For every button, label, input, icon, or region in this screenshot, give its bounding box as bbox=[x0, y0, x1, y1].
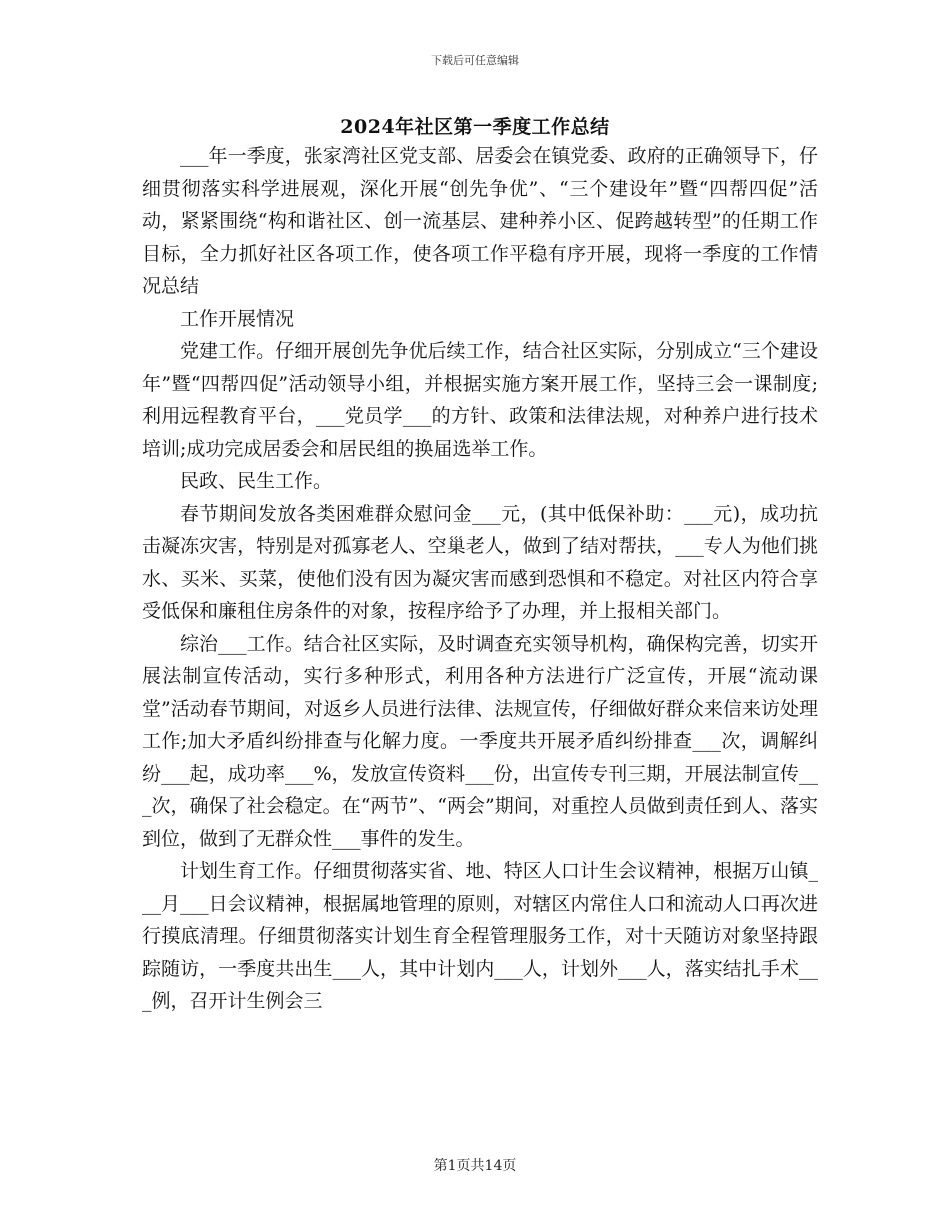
paragraph-public-security: 综治___工作。结合社区实际，及时调查充实领导机构，确保构完善，切实开展法制宣传活动，实行多种形式，利用各种方法进行广泛宣传，开展“流动课堂”活动春节期间，对返乡人员进行法律、法规宣传，仔细做好群众来信来访处理工作;加大矛盾纠纷排查与化解力度。一季度共开展矛盾纠纷排查___次，调解纠纷___起，成功率___%，发放宣传资料___份，出宣传专刊三期，开展法制宣传___次，确保了社会稳定。在“两节”、“两会”期间，对重控人员做到责任到人、落实到位，做到了无群众性___事件的发生。 bbox=[142, 632, 818, 850]
page-number: 第1页共14页 bbox=[433, 1158, 517, 1174]
paragraph-family-planning: 计划生育工作。仔细贯彻落实省、地、特区人口计生会议精神，根据万山镇___月___日会议精神，根据属地管理的原则，对辖区内常住人口和流动人口再次进行摸底清理。仔细贯彻落实计划生育全程管理服务工作，对十天随访对象坚持跟踪随访，一季度共出生___人，其中计划内___人，计划外___人，落实结扎手术___例，召开计生例会三 bbox=[142, 860, 818, 1012]
paragraph-intro: ___年一季度，张家湾社区党支部、居委会在镇党委、政府的正确领导下，仔细贯彻落实科学进展观，深化开展“创先争优”、“三个建设年”暨“四帮四促”活动，紧紧围绕“构和谐社区、创一流基层、建种养小区、促跨越转型”的任期工作目标，全力抓好社区各项工作，使各项工作平稳有序开展，现将一季度的工作情况总结 bbox=[142, 145, 818, 297]
paragraph-section-heading: 工作开展情况 bbox=[180, 307, 295, 330]
document-body bbox=[142, 140, 818, 1018]
paragraph-spring-festival: 春节期间发放各类困难群众慰问金___元，(其中低保补助：___元)，成功抗击凝冻灾害，特别是对孤寡老人、空巢老人，做到了结对帮扶，___专人为他们挑水、买米、买菜，使他们没有因为凝灾害而感到恐惧和不稳定。对社区内符合享受低保和廉租住房条件的对象，按程序给予了办理，并上报相关部门。 bbox=[142, 502, 818, 622]
paragraph-party-building: 党建工作。仔细开展创先争优后续工作，结合社区实际，分别成立“三个建设年”暨“四帮四促”活动领导小组，并根据实施方案开展工作，坚持三会一课制度;利用远程教育平台，___党员学___的方针、政策和法律法规，对种养户进行技术培训;成功完成居委会和居民组的换届选举工作。 bbox=[142, 340, 818, 460]
header-note: 下载后可任意编辑 bbox=[431, 54, 519, 67]
document-title: 2024年社区第一季度工作总结 bbox=[340, 116, 610, 138]
paragraph-civil-affairs-heading: 民政、民生工作。 bbox=[180, 470, 333, 492]
